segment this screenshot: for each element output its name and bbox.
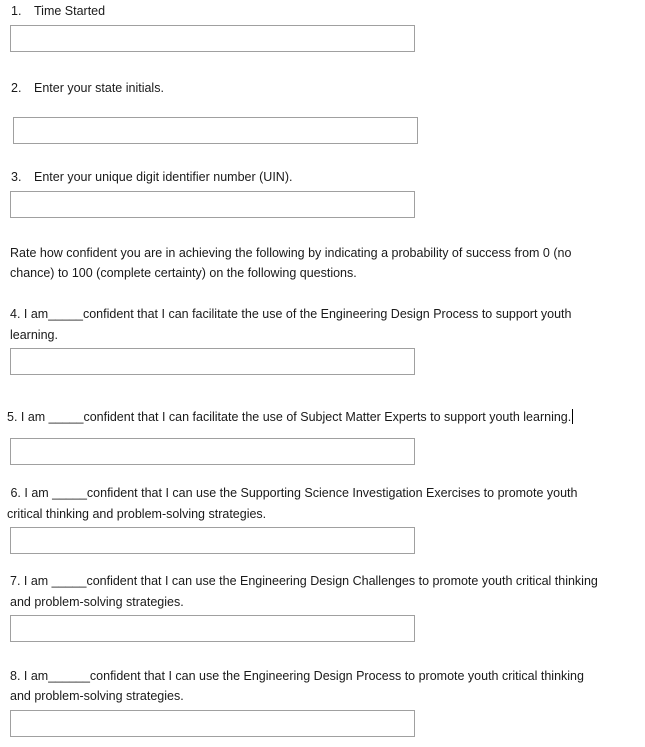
question-number: 1. [11,4,22,18]
question-7-line-1: 7. I am _____confident that I can use the Engineering Design Challenges to promote youth critical thinking [10,574,598,588]
question-7-line-2: and problem-solving strategies. [10,595,184,609]
question-text: Time Started [34,4,106,18]
state-initials-input[interactable] [13,117,418,144]
question-number: 2. [11,81,22,95]
question-6-line-2: critical thinking and problem-solving strategies. [7,507,267,521]
question-4-line-2: learning. [10,328,58,342]
text-cursor [572,409,573,424]
question-4-line-1: 4. I am_____confident that I can facilitate the use of the Engineering Design Process to support youth [10,307,572,321]
instructions-line-2: chance) to 100 (complete certainty) on the following questions. [10,266,357,280]
question-1-label [11,1,105,21]
question-3-label [11,167,292,187]
question-7-input[interactable] [10,615,415,642]
question-4-input[interactable] [10,348,415,375]
question-6-input[interactable] [10,527,415,554]
question-6-line-1: 6. I am _____confident that I can use the Supporting Science Investigation Exercises to promote youth [7,486,578,500]
uin-input[interactable] [10,191,415,218]
time-started-input[interactable] [10,25,415,52]
question-text: Enter your state initials. [34,81,164,95]
question-5-line-1 [7,407,573,427]
question-8-input[interactable] [10,710,415,737]
question-5-text: 5. I am _____confident that I can facilitate the use of Subject Matter Experts to support youth learning. [7,410,572,424]
question-2-label [11,78,164,98]
question-number: 3. [11,170,22,184]
question-8-line-1: 8. I am______confident that I can use the Engineering Design Process to promote youth critical thinking [10,669,584,683]
question-5-input[interactable] [10,438,415,465]
question-text: Enter your unique digit identifier number (UIN). [34,170,293,184]
question-8-line-2: and problem-solving strategies. [10,689,184,703]
instructions-line-1: Rate how confident you are in achieving the following by indicating a probability of success from 0 (no [10,246,572,260]
